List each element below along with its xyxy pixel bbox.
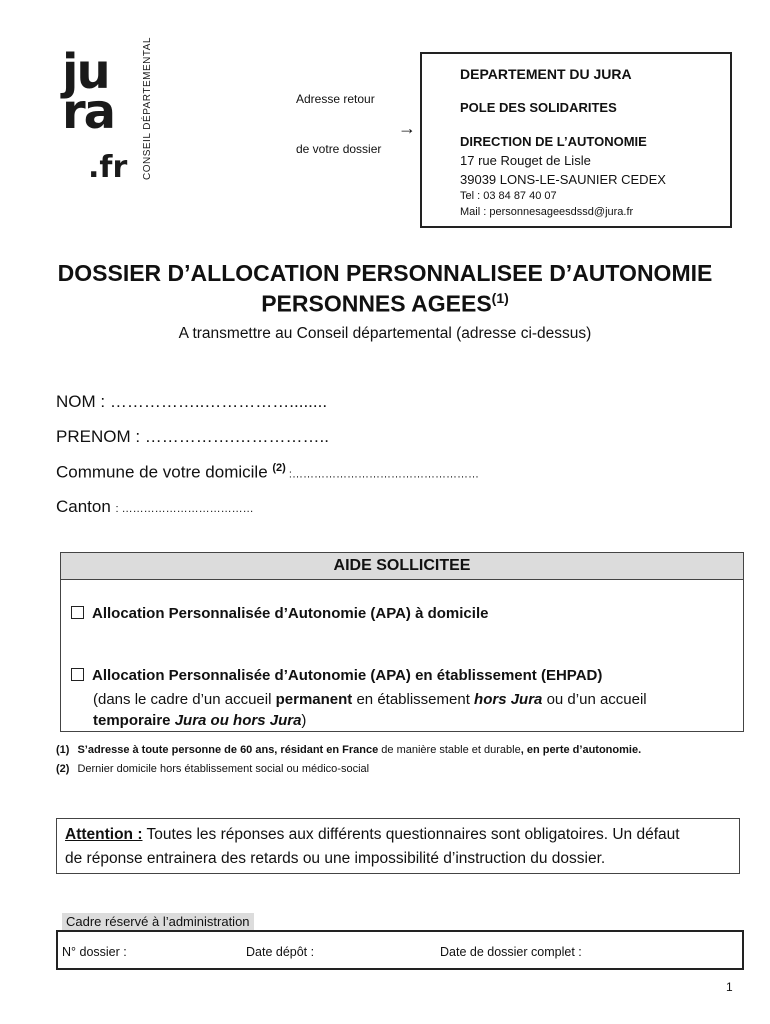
address-city: 39039 LONS-LE-SAUNIER CEDEX xyxy=(460,172,666,187)
admin-section-label: Cadre réservé à l’administration xyxy=(62,913,254,930)
nom-dots: ……………..……………........ xyxy=(109,392,328,411)
arrow-right-icon: → xyxy=(398,118,416,138)
admin-depot-field: Date dépôt : xyxy=(246,945,315,959)
admin-complet-field: Date de dossier complet : xyxy=(440,945,582,959)
detail-jura-ou-hors-jura: Jura ou hors Jura xyxy=(174,712,302,729)
apa-domicile-checkbox[interactable] xyxy=(71,606,84,619)
attention-label: Attention : xyxy=(65,826,143,843)
document-title-line2 xyxy=(0,290,770,318)
document-subtitle: A transmettre au Conseil départemental (adresse ci-dessus) xyxy=(178,325,592,342)
admin-dossier-field: N° dossier : xyxy=(62,945,127,959)
attention-box xyxy=(56,818,740,874)
detail-part: (dans le cadre d’un accueil xyxy=(93,691,276,708)
detail-part: ) xyxy=(301,712,307,729)
logo-line-1: ju xyxy=(62,44,109,100)
footnote-2-num: (2) xyxy=(56,763,70,775)
footnote-2-text: Dernier domicile hors établissement social ou médico-social xyxy=(77,763,370,775)
commune-dots: :…………………………………………… xyxy=(285,468,479,481)
apa-domicile-label: Allocation Personnalisée d’Autonomie (APA) à domicile xyxy=(92,605,489,622)
nom-field[interactable] xyxy=(56,392,327,412)
document-title-line1: DOSSIER D’ALLOCATION PERSONNALISEE D’AUTONOMIE xyxy=(57,260,713,286)
return-label-line1: Adresse retour xyxy=(296,92,375,106)
logo-line-2: ra xyxy=(62,84,115,140)
logo-line-3: .fr xyxy=(88,150,128,185)
apa-etablissement-option[interactable] xyxy=(71,667,602,684)
return-label-line2: de votre dossier xyxy=(296,142,382,156)
logo-vertical-text: CONSEIL DÉPARTEMENTAL xyxy=(142,37,153,180)
jura-logo xyxy=(62,44,134,140)
commune-footnote-ref: (2) xyxy=(272,462,286,474)
page-number: 1 xyxy=(726,980,733,994)
apa-etablissement-checkbox[interactable] xyxy=(71,668,84,681)
address-mail: Mail : personnesageesdssd@jura.fr xyxy=(460,206,634,218)
attention-text-2: de réponse entrainera des retards ou une impossibilité d’instruction du dossier. xyxy=(65,850,606,867)
detail-permanent: permanent xyxy=(275,691,353,708)
detail-part: ou d’un accueil xyxy=(542,691,647,708)
apa-etablissement-detail xyxy=(93,689,647,731)
prenom-dots: …………….…………….. xyxy=(144,427,329,446)
address-street: 17 rue Rouget de Lisle xyxy=(460,153,591,168)
address-box xyxy=(420,52,732,228)
title-line2-text: PERSONNES AGEES xyxy=(261,290,492,317)
commune-field[interactable] xyxy=(56,462,479,483)
canton-label: Canton xyxy=(56,497,116,516)
footnote-2 xyxy=(56,763,369,775)
detail-temporaire: temporaire xyxy=(93,712,171,729)
address-direction: DIRECTION DE L’AUTONOMIE xyxy=(460,134,647,149)
address-pole: POLE DES SOLIDARITES xyxy=(460,100,617,115)
title-footnote-ref: (1) xyxy=(491,290,509,306)
footnote-1-c: , en perte d’autonomie. xyxy=(520,744,642,756)
detail-part: en établissement xyxy=(352,691,475,708)
footnote-1-num: (1) xyxy=(56,744,70,756)
aide-sollicitee-box xyxy=(60,552,744,732)
prenom-field[interactable] xyxy=(56,427,329,447)
detail-hors-jura: hors Jura xyxy=(474,691,543,708)
footnote-1-b: de manière stable et durable xyxy=(378,744,521,756)
address-dept: DEPARTEMENT DU JURA xyxy=(460,66,632,82)
address-tel: Tel : 03 84 87 40 07 xyxy=(460,190,557,202)
attention-text-1: Toutes les réponses aux différents questionnaires sont obligatoires. Un défaut xyxy=(142,826,680,843)
canton-field[interactable] xyxy=(56,497,254,517)
footnote-1-a: S’adresse à toute personne de 60 ans, résidant en France xyxy=(77,744,379,756)
nom-label: NOM : xyxy=(56,392,110,411)
aide-sollicitee-header: AIDE SOLLICITEE xyxy=(61,553,743,580)
apa-etablissement-label: Allocation Personnalisée d’Autonomie (APA) en établissement (EHPAD) xyxy=(92,667,603,684)
footnote-1 xyxy=(56,744,641,756)
admin-box xyxy=(56,930,744,970)
prenom-label: PRENOM : xyxy=(56,427,145,446)
apa-domicile-option[interactable] xyxy=(71,605,488,622)
canton-dots: : ……………………………… xyxy=(115,503,254,515)
commune-label: Commune de votre domicile xyxy=(56,462,273,482)
